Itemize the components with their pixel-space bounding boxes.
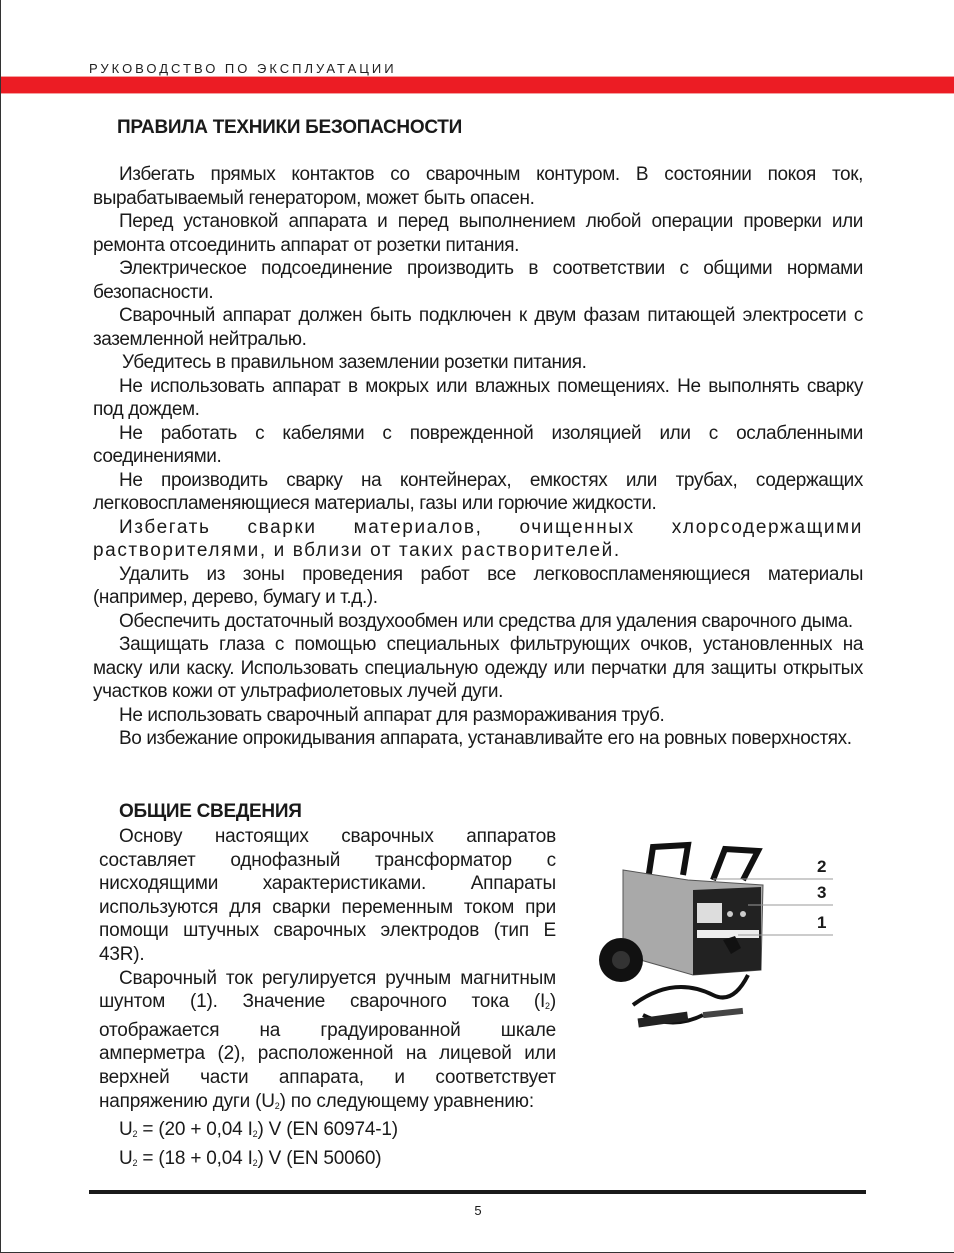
paragraph: Не использовать сварочный аппарат для размораживания труб. bbox=[119, 704, 665, 726]
paragraph: Основу настоящих сварочных аппаратов составляет однофазный трансформатор с нисходящими характеристиками. Аппараты используются для сварки переменным током при помощи штучных сварочных электродов (тип E 43R). bbox=[99, 826, 556, 965]
paragraph: Перед установкой аппарата и перед выполнением любой операции проверки или ремонта отсоединить аппарат от розетки питания. bbox=[93, 211, 863, 256]
paragraph: Удалить из зоны проведения работ все легковоспламеняющиеся материалы (например, дерево, бумагу и т.д.). bbox=[93, 563, 863, 608]
paragraph: Не производить сварку на контейнерах, емкостях или трубах, содержащих легковоспламеняющиеся материалы, газы или горючие жидкости. bbox=[93, 469, 863, 514]
callout-1: 1 bbox=[817, 913, 827, 932]
paragraph: Не работать с кабелями с поврежденной изоляцией или с ослабленными соединениями. bbox=[93, 422, 863, 467]
paragraph: Не использовать аппарат в мокрых или влажных помещениях. Не выполнять сварку под дождем. bbox=[93, 375, 863, 420]
general-info bbox=[99, 825, 556, 1175]
paragraph: Электрическое подсоединение производить в соответствии с общими нормами безопасности. bbox=[93, 258, 863, 303]
header-red-band bbox=[1, 76, 954, 94]
welding-machine-figure bbox=[593, 835, 833, 1035]
paragraph bbox=[99, 967, 556, 1119]
subscript: 2 bbox=[252, 1157, 258, 1168]
safety-title: ПРАВИЛА ТЕХНИКИ БЕЗОПАСНОСТИ bbox=[117, 117, 462, 138]
running-header: РУКОВОДСТВО ПО ЭКСПЛУАТАЦИИ bbox=[89, 61, 397, 76]
subscript: 2 bbox=[545, 1001, 550, 1012]
callout-3: 3 bbox=[817, 883, 827, 902]
text: U bbox=[119, 1147, 133, 1169]
text: ) по следующему уравнению: bbox=[279, 1090, 534, 1112]
page-number: 5 bbox=[474, 1203, 482, 1218]
subscript: 2 bbox=[252, 1129, 258, 1140]
text: ) V (EN 50060) bbox=[257, 1147, 382, 1169]
text: = (20 + 0,04 I bbox=[137, 1119, 253, 1141]
footer-rule bbox=[89, 1190, 866, 1194]
paragraph: Обеспечить достаточный воздухообмен или средства для удаления сварочного дыма. bbox=[119, 610, 853, 632]
subscript: 2 bbox=[132, 1129, 138, 1140]
subscript: 2 bbox=[132, 1157, 138, 1168]
paragraph: Убедитесь в правильном заземлении розетки питания. bbox=[122, 352, 587, 373]
text: ) V (EN 60974-1) bbox=[257, 1119, 398, 1141]
text: ) отображается на градуированной шкале амперметра (2), расположенной на лицевой или верхней части аппарата, и соответствует напряжению дуги (U bbox=[99, 991, 556, 1112]
text: Сварочный ток регулируется ручным магнитным шунтом (1). Значение сварочного тока (I bbox=[99, 967, 556, 1013]
paragraph: Сварочный аппарат должен быть подключен к двум фазам питающей электросети с заземленной нейтралью. bbox=[93, 305, 863, 350]
formula-en60974 bbox=[99, 1118, 556, 1147]
subscript: 2 bbox=[274, 1100, 280, 1111]
safety-rules bbox=[93, 163, 863, 751]
callout-2: 2 bbox=[817, 857, 827, 876]
welding-machine-image bbox=[593, 835, 833, 1035]
general-title: ОБЩИЕ СВЕДЕНИЯ bbox=[119, 801, 302, 822]
formula-en50060 bbox=[99, 1147, 556, 1176]
paragraph: Избегать сварки материалов, очищенных хлорсодержащими растворителями, и вблизи от таких растворителей. bbox=[93, 516, 863, 561]
paragraph: Во избежание опрокидывания аппарата, устанавливайте его на ровных поверхностях. bbox=[119, 728, 852, 749]
text: U bbox=[119, 1119, 133, 1141]
text: = (18 + 0,04 I bbox=[137, 1147, 253, 1169]
paragraph: Избегать прямых контактов со сварочным контуром. В состоянии покоя ток, вырабатываемый генератором, может быть опасен. bbox=[93, 164, 863, 209]
paragraph: Защищать глаза с помощью специальных фильтрующих очков, установленных на маску или каску. Использовать специальную одежду или перчатки для защиты открытых участков кожи от ультрафиолетовых лучей дуги. bbox=[93, 634, 863, 702]
